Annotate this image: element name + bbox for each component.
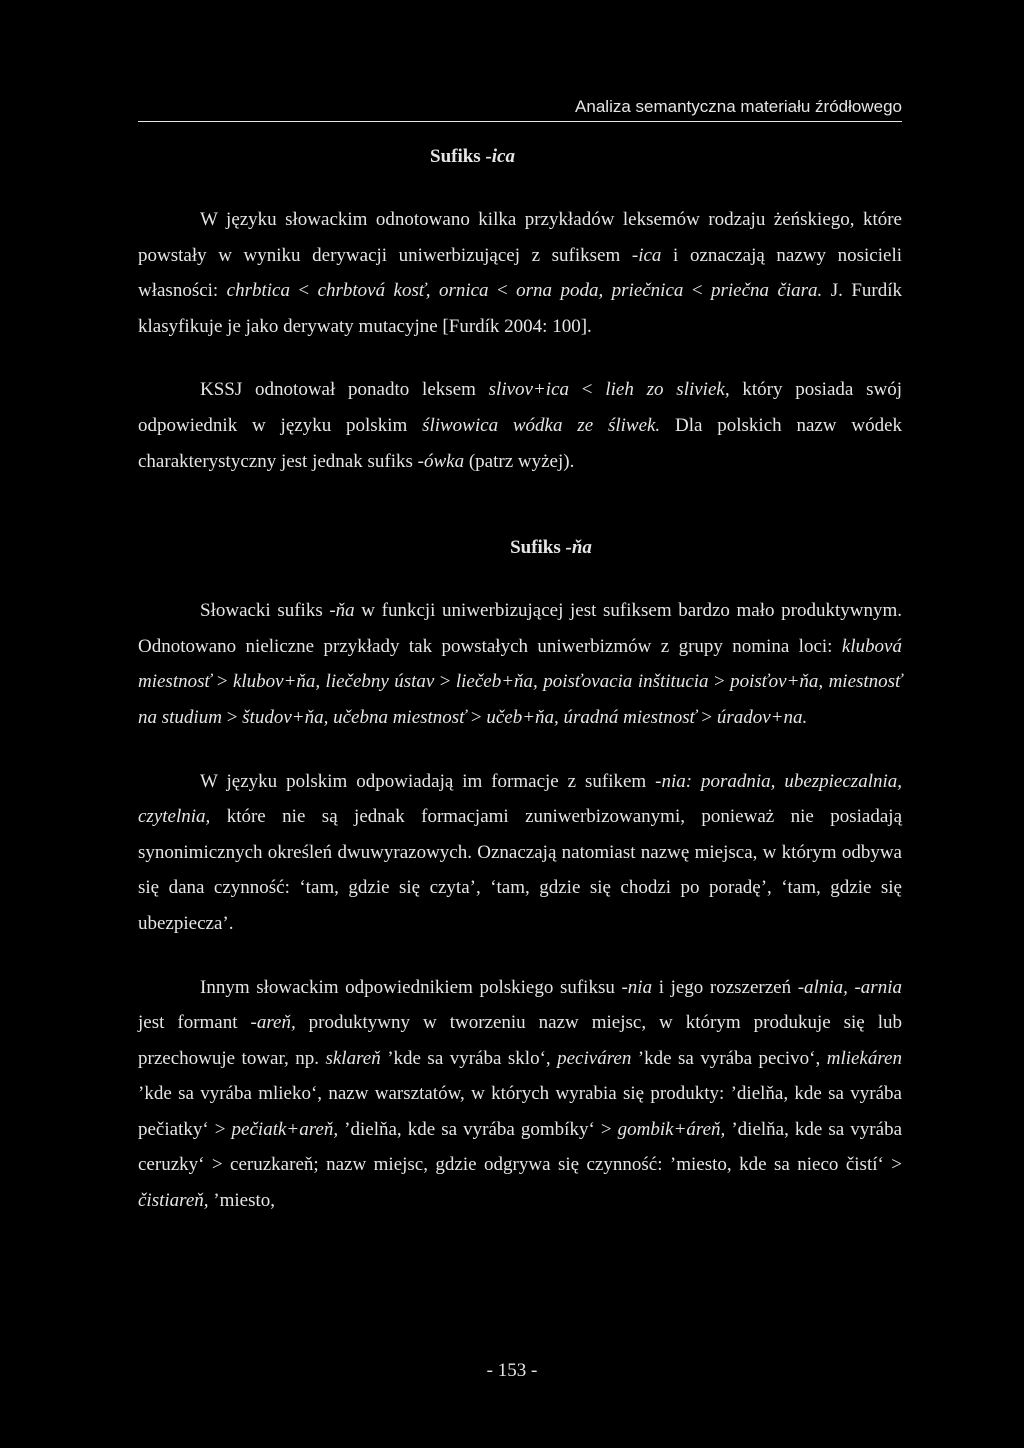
header-rule [138,121,902,122]
section-heading-prefix: Sufiks [510,537,561,559]
italic-term: orna poda, priečnica [516,280,684,302]
section-heading-suffix: -ica [485,146,515,167]
italic-term: lieh zo sliviek, [605,379,730,401]
paragraph [138,593,902,735]
text-run: produktywny w tworzeniu nazw miejsc, w którym produkuje się lub przechowuje towar, np. [138,1012,903,1069]
text-run: > [434,671,456,693]
italic-term: priečna čiara. [710,280,823,302]
text-run: ’kde sa vyrába mlieko‘, nazw warsztatów, w których wyrabia się produkty: ’dielňa, kde sa vyrába pečiatky‘ > [138,1083,902,1140]
section-heading-suffix: -ňa [565,537,592,559]
text-run: < [289,280,318,302]
italic-term: úradov+na. [716,706,808,728]
text-run: W języku polskim odpowiadają im formacje z sufikem [200,770,656,792]
italic-term: -nia: poradnia, ubezpieczalnia, czytelnia, [138,770,902,828]
text-run: ’miesto, [208,1190,276,1212]
text-run: ’dielňa, kde sa vyrába gombíky‘ > [338,1118,618,1140]
text-run: Innym słowackim odpowiednikiem polskiego sufiksu [200,976,622,998]
text-run: > [466,706,487,728]
text-run: (patrz wyżej). [464,450,575,472]
text-run: i oznaczają nazwy nosicieli własności: [138,244,902,302]
italic-term: čistiareň, [138,1190,209,1212]
italic-term: klubová miestnosť [138,635,902,693]
italic-term: -alnia, -arnia [797,976,902,998]
page-body [138,140,902,1219]
text-run: Słowacki sufiks [200,600,330,622]
text-run: W języku słowackim odnotowano kilka przykładów leksemów rodzaju żeńskiego, które powstały w wyniku derywacji uniwerbizującej z sufiksem [138,209,902,266]
text-run: Dla polskich nazw wódek charakterystyczny jest jednak sufiks [138,414,902,472]
text-run: ’dielňa, kde sa vyrába ceruzky‘ > ceruzkareň; nazw miejsc, gdzie odgrywa się czynność: ’miesto, kde sa nieco čistí‘ > [138,1118,903,1176]
text-run: który posiada swój odpowiednik w języku polskim [138,379,902,436]
italic-term: -ówka [417,450,465,472]
paragraph [138,970,902,1219]
italic-term: poisťov+ňa, miestnosť na studium [138,671,902,728]
text-run: i jego rozszerzeń [652,976,798,998]
section-heading-ica [43,140,902,174]
text-run: ’kde sa vyrába sklo‘, [380,1047,558,1069]
italic-term: gombik+áreň, [617,1118,726,1140]
text-run: < [569,379,606,401]
text-run: > [221,706,243,728]
paragraph [138,764,902,942]
italic-term: śliwowica wódka ze śliwek. [422,414,661,436]
italic-term: chrbtica [226,280,290,302]
paragraph [138,202,902,344]
italic-term: -ica [631,244,662,266]
text-run: w funkcji uniwerbizującej jest sufiksem bardzo mało produktywnym. Odnotowano nieliczne przykłady tak powstałych uniwerbizmów z grupy nomina loci: [138,600,902,657]
italic-term: mliekáren [826,1047,902,1069]
italic-term: pečiatk+areň, [231,1118,339,1140]
text-run: < [488,280,517,302]
running-header: Analiza semantyczna materiału źródłowego [575,97,902,116]
text-run: które nie są jednak formacjami zuniwerbizowanymi, ponieważ nie posiadają synonimicznych określeń dwuwyrazowych. Oznaczają natomiast nazwę miejsca, w którym odbywa się dana czynność: ‘tam, gdzie się czyta’, ‘tam, gdzie się chodzi po poradę’, ‘tam, gdzie się ubezpiecza’. [138,806,902,934]
text-run: > [696,706,717,728]
italic-term: študov+ňa, učebna miestnosť [242,706,467,728]
text-run: KSSJ odnotował ponadto leksem [200,379,489,401]
paragraph [138,372,902,479]
text-run: > [211,671,233,693]
text-run: jest formant [138,1012,251,1034]
text-run: ’kde sa vyrába pecivo‘, [631,1047,827,1069]
italic-term: klubov+ňa, liečebny ústav [232,671,435,693]
italic-term: -nia [621,976,653,998]
italic-term: slivov+ica [488,379,570,401]
italic-term: peciváren [557,1047,632,1069]
italic-term: sklareň [325,1047,381,1069]
italic-term: -ňa [329,600,355,622]
italic-term: učeb+ňa, úradná miestnosť [486,706,697,728]
section-heading-na [200,531,902,565]
page-number: - 153 - [486,1360,538,1381]
text-run: J. Furdík klasyfikuje je jako derywaty mutacyjne [Furdík 2004: 100]. [138,280,902,337]
italic-term: chrbtová kosť, ornica [317,280,489,302]
italic-term: -areň, [250,1012,296,1034]
italic-term: liečeb+ňa, poisťovacia inštitucia [455,671,709,693]
section-heading-prefix: Sufiks [430,146,481,167]
text-run: < [683,280,711,302]
text-run: > [708,671,731,693]
